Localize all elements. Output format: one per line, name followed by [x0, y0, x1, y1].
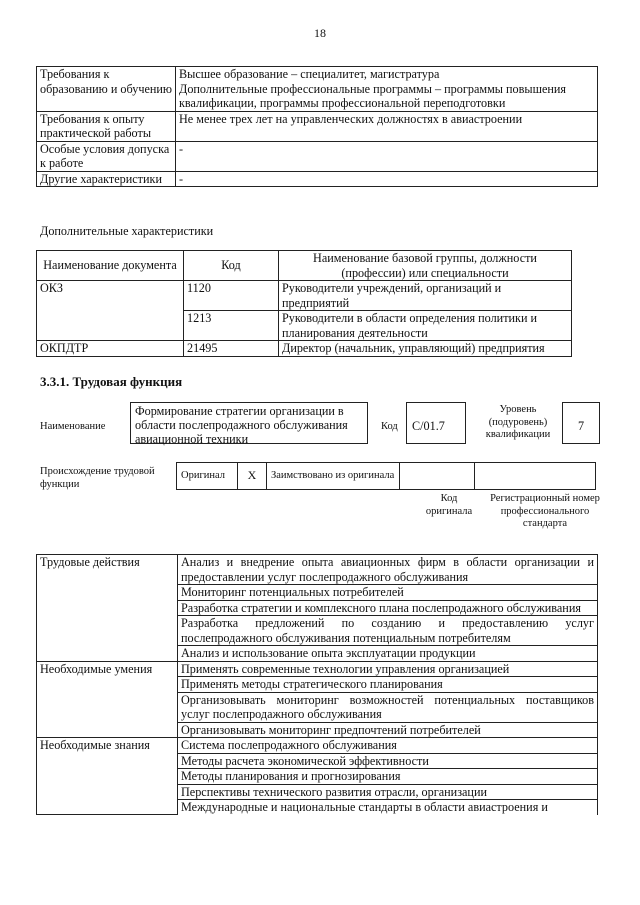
original-label: Оригинал — [177, 463, 238, 490]
table-row — [37, 67, 598, 112]
code-label: Код — [381, 421, 398, 432]
column-header: Наименование базовой группы, должности (профессии) или специальности — [279, 251, 572, 281]
requirement-value: Не менее трех лет на управленческих должностях в авиастроении — [176, 111, 598, 141]
code-cell: 1120 — [184, 281, 279, 311]
skill-item: Организовывать мониторинг возможностей потенциальных поставщиков услуг послепродажного обслуживания — [178, 692, 598, 722]
labor-table — [36, 554, 598, 815]
action-item: Анализ и использование опыта эксплуатации продукции — [178, 646, 598, 662]
action-item: Мониторинг потенциальных потребителей — [178, 585, 598, 601]
additional-title: Дополнительные характеристики — [40, 224, 214, 238]
code-cell: 1213 — [184, 311, 279, 341]
doc-cell: ОКПДТР — [37, 341, 184, 357]
table-row — [37, 738, 598, 754]
function-code: C/01.7 — [406, 402, 466, 444]
borrowed-label: Заимствовано из оригинала — [267, 463, 400, 490]
requirement-label: Требования к опыту практической работы — [37, 111, 176, 141]
skills-label: Необходимые умения — [37, 661, 178, 738]
action-item: Разработка предложений по созданию и предоставлению услуг послепродажного обслуживания потенциальным потребителям — [178, 616, 598, 646]
origin-label: Происхождение трудовой функции — [40, 466, 155, 490]
requirement-label: Особые условия допуска к работе — [37, 141, 176, 171]
table-row — [37, 171, 598, 187]
code-cell: 21495 — [184, 341, 279, 357]
reg-number-caption: Регистрационный номер профессионального стандарта — [490, 493, 600, 529]
function-title: 3.3.1. Трудовая функция — [40, 374, 183, 389]
doc-cell: ОКЗ — [37, 281, 184, 341]
skill-item: Применять методы стратегического планирования — [178, 677, 598, 693]
origin-table — [176, 462, 596, 490]
knowledge-label: Необходимые знания — [37, 738, 178, 815]
reg-number-cell — [475, 463, 596, 490]
table-row — [37, 661, 598, 677]
requirements-table — [36, 66, 598, 187]
requirement-value: - — [176, 171, 598, 187]
table-row — [37, 555, 598, 585]
level-label-text: Уровень (подуровень) квалификации — [485, 404, 551, 440]
knowledge-item: Методы планирования и прогнозирования — [178, 769, 598, 785]
name-label: Наименование — [40, 421, 106, 432]
code-origin-cell — [400, 463, 475, 490]
table-row — [37, 141, 598, 171]
knowledge-item: Перспективы технического развития отрасли, организации — [178, 784, 598, 800]
requirement-label: Другие характеристики — [37, 171, 176, 187]
requirement-value: Высшее образование – специалитет, магистратура Дополнительные профессиональные программы – программы повышения квалификации, программы профессиональной переподготовки — [176, 67, 598, 112]
requirement-label: Требования к образованию и обучению — [37, 67, 176, 112]
action-item: Разработка стратегии и комплексного плана послепродажного обслуживания — [178, 600, 598, 616]
table-row — [177, 463, 596, 490]
skill-item: Организовывать мониторинг предпочтений потребителей — [178, 722, 598, 738]
code-origin-caption: Код оригинала — [425, 493, 473, 517]
column-header: Наименование документа — [37, 251, 184, 281]
requirement-value: - — [176, 141, 598, 171]
name-cell: Руководители учреждений, организаций и предприятий — [279, 281, 572, 311]
function-name: Формирование стратегии организации в области послепродажного обслуживания авиационной техники — [130, 402, 368, 444]
original-mark: X — [238, 463, 267, 490]
name-cell: Директор (начальник, управляющий) предприятия — [279, 341, 572, 357]
page-number: 18 — [314, 26, 326, 40]
actions-label: Трудовые действия — [37, 555, 178, 662]
skill-item: Применять современные технологии управления организацией — [178, 661, 598, 677]
additional-table — [36, 250, 572, 357]
column-header: Код — [184, 251, 279, 281]
table-row — [37, 111, 598, 141]
name-cell: Руководители в области определения политики и планирования деятельности — [279, 311, 572, 341]
table-row — [37, 341, 572, 357]
table-row — [37, 281, 572, 311]
action-item: Анализ и внедрение опыта авиационных фирм в области организации и предоставлении услуг послепродажного обслуживания — [178, 555, 598, 585]
level-label — [478, 404, 558, 442]
table-header-row — [37, 251, 572, 281]
function-level: 7 — [562, 402, 600, 444]
knowledge-item: Международные и национальные стандарты в области авиастроения и — [178, 800, 598, 815]
knowledge-item: Методы расчета экономической эффективности — [178, 753, 598, 769]
knowledge-item: Система послепродажного обслуживания — [178, 738, 598, 754]
